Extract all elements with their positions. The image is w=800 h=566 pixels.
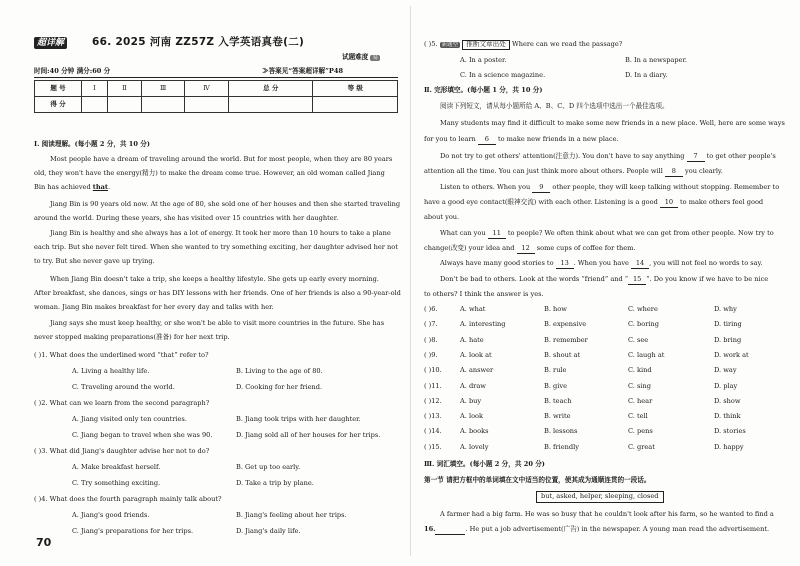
option[interactable]: B. friendly: [544, 442, 579, 451]
passage-line: around the world. During these years, she has visited over 15 countries with her daughter.: [34, 214, 339, 222]
cloze-blank[interactable]: 9: [532, 184, 550, 193]
option[interactable]: B. write: [544, 412, 571, 421]
question-type-box: 推断文章出处: [462, 40, 510, 50]
vocab-line: A farmer had a big farm. He was so busy that he couldn't look after his farm, so he wanted to find a: [440, 510, 774, 518]
section2-instruction: 阅读下列短文，请从每小题所给 A、B、C、D 四个选项中选出一个最佳选项。: [440, 102, 669, 110]
score-cell: Ⅳ: [185, 81, 229, 97]
option[interactable]: C. Try something exciting.: [72, 479, 161, 487]
question-2[interactable]: ( )2. What can we learn from the second paragraph?: [34, 399, 210, 407]
option[interactable]: D. Cooking for her friend.: [236, 383, 323, 391]
option[interactable]: A. look: [460, 412, 483, 421]
cloze-line: for you to learn 6 to make new friends in a new place.: [424, 135, 619, 143]
cloze-line: Many students may find it difficult to make some new friends in a new place. Well, here are some ways: [440, 119, 785, 127]
option[interactable]: C. great: [628, 442, 655, 451]
difficulty-badge: 易: [372, 55, 378, 61]
cloze-blank[interactable]: 8: [665, 168, 683, 177]
option[interactable]: D. tiring: [714, 320, 742, 329]
option[interactable]: A. Jiang's good friends.: [72, 511, 150, 519]
option[interactable]: C. In a science magazine.: [460, 71, 546, 79]
question-5[interactable]: ( )5. 新题型 推断文章出处 Where can we read the passage?: [424, 40, 623, 48]
option[interactable]: C. see: [628, 335, 649, 344]
cloze-blank[interactable]: 14: [631, 260, 649, 269]
cloze-blank[interactable]: 15: [628, 276, 646, 285]
cloze-blank[interactable]: 13: [556, 260, 574, 269]
question-number[interactable]: ( )10.: [424, 366, 442, 375]
option[interactable]: A. buy: [460, 396, 482, 405]
option[interactable]: A. lovely: [460, 442, 489, 451]
score-input[interactable]: [228, 97, 312, 113]
question-number[interactable]: ( )14.: [424, 427, 442, 436]
vocab-line: 16. . He put a job advertisement(广告) in the newspaper. A young man read the advertisement.: [424, 525, 770, 533]
score-input[interactable]: [313, 97, 398, 113]
option[interactable]: D. happy: [714, 442, 744, 451]
page-title: 66. 2025 河南 ZZ57Z 入学英语真卷(二): [92, 36, 305, 48]
score-input[interactable]: [107, 97, 141, 113]
option[interactable]: C. kind: [628, 366, 652, 375]
cloze-line: What can you 11 to people? We often think about what we can get from other people. Now try to: [440, 229, 774, 237]
option[interactable]: D. think: [714, 412, 741, 421]
passage-line: never stopped making preparations(准备) for her next trip.: [34, 333, 230, 341]
score-value-row: [35, 97, 398, 113]
option[interactable]: C. Jiang's preparations for her trips.: [72, 527, 194, 535]
page-divider: [410, 6, 411, 556]
brand-logo: 超详解: [34, 37, 67, 49]
question-number[interactable]: ( )9.: [424, 350, 438, 359]
section2-heading: Ⅱ. 完形填空。(每小题 1 分，共 10 分): [424, 86, 543, 94]
option[interactable]: C. boring: [628, 320, 659, 329]
option[interactable]: A. interesting: [460, 320, 506, 329]
question-number[interactable]: ( )7.: [424, 320, 438, 329]
passage-line: old, they won't have the energy(精力) to make the dream come true. However, an old woman called Jiang: [34, 169, 385, 177]
passage-line: each trip. But she never felt tired. When she wanted to try something exciting, her daughter advised her not: [34, 243, 398, 251]
score-cell: Ⅰ: [82, 81, 108, 97]
question-4[interactable]: ( )4. What does the fourth paragraph mainly talk about?: [34, 495, 222, 503]
option[interactable]: D. why: [714, 305, 737, 313]
score-input[interactable]: [82, 97, 108, 113]
option[interactable]: C. hear: [628, 396, 653, 405]
option[interactable]: B. Living to the age of 80.: [236, 367, 323, 375]
option[interactable]: A. books: [460, 427, 489, 436]
score-table: [34, 80, 398, 113]
score-cell: Ⅱ: [107, 81, 141, 97]
option[interactable]: D. way: [714, 366, 737, 375]
section3-heading: Ⅲ. 词汇填空。(每小题 2 分，共 20 分): [424, 460, 545, 468]
option[interactable]: B. remember: [544, 335, 588, 344]
option[interactable]: A. In a poster.: [460, 56, 507, 64]
cloze-blank[interactable]: 10: [660, 199, 678, 208]
cloze-line: attention all the time. You can just think more about others. People will 8 you clearly.: [424, 167, 723, 175]
option[interactable]: B. In a newspaper.: [625, 56, 687, 64]
option[interactable]: B. Jiang took trips with her daughter.: [236, 415, 361, 423]
passage-line: Most people have a dream of traveling around the world. But for most people, when they are 80 years: [50, 155, 393, 163]
cloze-line: Always have many good stories to 13 . When you have 14 , you will not feel no words to say.: [440, 259, 763, 267]
passage-line: woman. Jiang Bin makes breakfast for her every day and talks with her.: [34, 303, 274, 311]
page-number: 70: [36, 536, 52, 549]
option[interactable]: B. shout at: [544, 350, 581, 359]
cloze-blank[interactable]: 12: [517, 245, 535, 254]
vocab-blank[interactable]: [435, 526, 465, 535]
cloze-line: Listen to others. When you 9 other people, they will keep talking without stopping. Remember to: [440, 183, 780, 191]
option[interactable]: B. lessons: [544, 427, 578, 436]
underlined-word: that: [92, 183, 108, 191]
option[interactable]: C. sing: [628, 381, 651, 390]
option[interactable]: A. Make breakfast herself.: [72, 463, 161, 471]
score-input[interactable]: [142, 97, 185, 113]
option[interactable]: B. Jiang's feeling about her trips.: [236, 511, 347, 519]
score-cell: 总 分: [228, 81, 312, 97]
info-row: [34, 68, 398, 78]
new-type-tag: 新题型: [441, 42, 459, 48]
option[interactable]: A. Living a healthy life.: [72, 367, 150, 375]
option[interactable]: C. pens: [628, 427, 653, 436]
passage-text: Bin has achieved: [34, 183, 93, 191]
cloze-line: to others? I think the answer is yes.: [424, 290, 544, 298]
option[interactable]: D. bring: [714, 335, 742, 344]
cloze-line: Don't be bad to others. Look at the words “friend” and “ 15 ”. Do you know if we have to be nice: [440, 275, 769, 283]
cloze-line: change(改变) your idea and 12 some cups of coffee for them.: [424, 244, 636, 252]
option[interactable]: D. work at: [714, 350, 749, 359]
passage-line: to try. But she never gave up trying.: [34, 257, 155, 265]
word-box: but, asked, helper, sleeping, closed: [536, 491, 664, 503]
cloze-line: Do not try to get others' attention(注意力). You don't have to say anything 7 to get other people's: [440, 152, 776, 160]
option[interactable]: D. Take a trip by plane.: [236, 479, 314, 487]
option[interactable]: D. In a diary.: [625, 71, 668, 79]
option[interactable]: D. play: [714, 381, 738, 390]
option[interactable]: A. look at: [460, 350, 492, 359]
question-number[interactable]: ( )15.: [424, 442, 442, 451]
passage-line: Jiang Bin is healthy and she always has a lot of energy. It took her more than 10 hours to take a plane: [50, 229, 391, 237]
option[interactable]: A. draw: [460, 381, 486, 390]
score-cell: 得 分: [35, 97, 82, 113]
option[interactable]: B. Get up too early.: [236, 463, 301, 471]
header-row: [34, 38, 67, 48]
passage-line: Jiang says she must keep healthy, or she won't be able to visit more countries in the future. She has: [50, 319, 385, 327]
question-number[interactable]: ( )8.: [424, 335, 438, 344]
question-3[interactable]: ( )3. What did Jiang's daughter advise her not to do?: [34, 447, 210, 455]
option[interactable]: A. answer: [460, 366, 494, 375]
cloze-blank[interactable]: 11: [488, 230, 506, 239]
option[interactable]: A. hate: [460, 335, 484, 344]
cloze-line: about you.: [424, 213, 460, 221]
score-header-row: [35, 81, 398, 97]
difficulty-label: 试题难度: [342, 53, 369, 61]
option[interactable]: C. tell: [628, 412, 648, 421]
score-cell: Ⅲ: [142, 81, 185, 97]
cloze-line: have a good eye contact(眼神交流) with each other. Listening is a good 10 to make others feel good: [424, 198, 764, 206]
option[interactable]: D. stories: [714, 427, 746, 436]
option[interactable]: B. teach: [544, 396, 572, 405]
option[interactable]: D. Jiang's daily life.: [236, 527, 301, 535]
option[interactable]: D. show: [714, 396, 741, 405]
question-number[interactable]: ( )12.: [424, 396, 442, 405]
score-input[interactable]: [185, 97, 229, 113]
option[interactable]: B. give: [544, 381, 567, 390]
option[interactable]: B. expensive: [544, 320, 587, 329]
score-cell: 题 号: [35, 81, 82, 97]
passage-line: When Jiang Bin doesn't take a trip, she keeps a healthy lifestyle. She gets up early every morning.: [50, 275, 379, 283]
passage-line: After breakfast, she dances, sings or has DIY lessons with her friends. One of her friends is also a 90-year-old: [34, 289, 401, 297]
option[interactable]: C. where: [628, 305, 658, 313]
question-number[interactable]: ( )11.: [424, 381, 442, 390]
difficulty: [342, 54, 380, 62]
option[interactable]: C. Jiang began to travel when she was 90.: [72, 431, 213, 439]
cloze-blank[interactable]: 6: [478, 136, 496, 145]
option[interactable]: D. Jiang sold all of her houses for her trips.: [236, 431, 381, 439]
time-info: 时间:40 分钟 满分:60 分: [34, 67, 111, 75]
cloze-blank[interactable]: 7: [687, 153, 705, 162]
passage-line: Bin has achieved that.: [34, 183, 111, 191]
option[interactable]: A. what: [460, 305, 486, 313]
section1-heading: Ⅰ. 阅读理解。(每小题 2 分，共 10 分): [34, 140, 150, 148]
option[interactable]: B. rule: [544, 366, 567, 375]
option[interactable]: C. laugh at: [628, 350, 665, 359]
question-number[interactable]: ( )6.: [424, 305, 438, 313]
option[interactable]: C. Traveling around the world.: [72, 383, 175, 391]
answer-reference: ≫答案见“答案超详解”P48: [262, 67, 344, 75]
option[interactable]: B. how: [544, 305, 567, 313]
option[interactable]: A. Jiang visited only ten countries.: [72, 415, 187, 423]
passage-line: Jiang Bin is 90 years old now. At the age of 80, she sold one of her houses and then she started traveling: [50, 200, 401, 208]
section3-part1: 第一节 请把方框中的单词填在文中适当的位置，使其成为通顺连贯的一段话。: [424, 476, 651, 484]
score-cell: 等 级: [313, 81, 398, 97]
question-1[interactable]: ( )1. What does the underlined word “that” refer to?: [34, 351, 209, 359]
question-number[interactable]: ( )13.: [424, 412, 442, 421]
